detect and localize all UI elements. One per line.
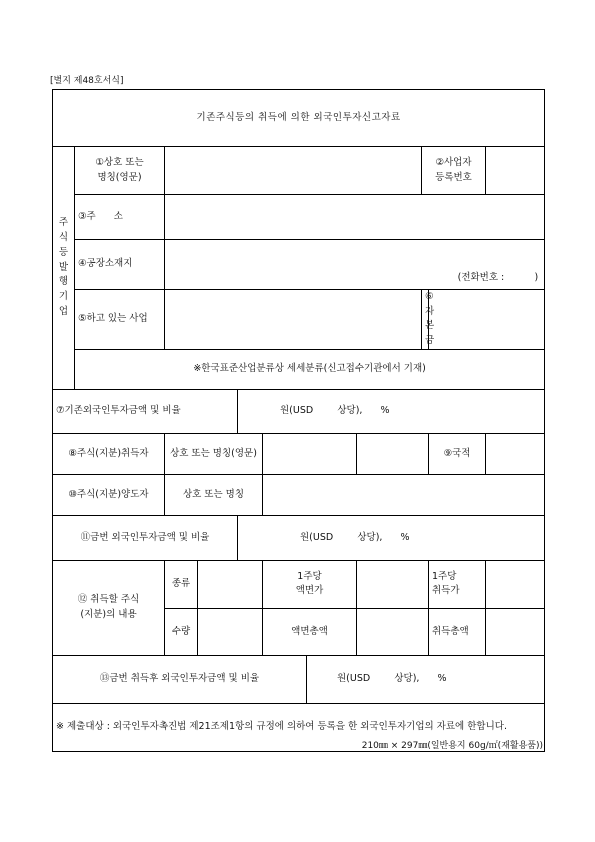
business-reg-label: ②사업자 등록번호	[422, 147, 486, 195]
business-label: ⑤하고 있는 사업	[75, 290, 165, 350]
company-name-field[interactable]	[165, 147, 422, 195]
share-type-field[interactable]	[198, 560, 263, 608]
phone-hint: (전화번호 : )	[457, 272, 539, 284]
post-investment-label: ⑬금번 취득후 외국인투자금액 및 비율	[53, 655, 307, 703]
issuer-section-label: 주 식 등 발 행 기 업	[53, 147, 75, 390]
capital-field[interactable]	[429, 290, 545, 350]
acquirer-name-field[interactable]	[263, 433, 357, 474]
business-reg-field[interactable]	[486, 147, 545, 195]
nationality-label: ⑨국적	[429, 433, 486, 474]
factory-location-field[interactable]	[165, 240, 545, 290]
form-number: [별지 제48호서식]	[50, 76, 124, 86]
par-value-field[interactable]	[357, 560, 429, 608]
acquisition-total-field[interactable]	[486, 608, 545, 655]
price-per-share-field[interactable]	[486, 560, 545, 608]
existing-investment-label: ⑦기존외국인투자금액 및 비율	[53, 389, 238, 433]
report-form	[52, 89, 545, 752]
current-investment-label: ⑪금번 외국인투자금액 및 비율	[53, 515, 238, 560]
quantity-label: 수량	[165, 608, 198, 655]
business-field[interactable]	[165, 290, 422, 350]
par-total-field[interactable]	[357, 608, 429, 655]
share-type-label: 종류	[165, 560, 198, 608]
transferor-name-field[interactable]	[263, 474, 545, 515]
transferor-name-label: 상호 또는 명칭	[165, 474, 263, 515]
submission-note: ※ 제출대상 : 외국인투자촉진법 제21조제1항의 규정에 의하여 등록을 한 외국인투자기업의 자료에 한합니다.	[53, 703, 545, 751]
acquisition-total-label: 취득총액	[429, 608, 486, 655]
address-label: ③주 소	[75, 195, 165, 240]
form-title: 기존주식등의 취득에 의한 외국인투자신고자료	[53, 90, 545, 147]
quantity-field[interactable]	[198, 608, 263, 655]
paper-spec: 210㎜ × 297㎜(일반용지 60g/㎡(재활용품))	[361, 741, 543, 751]
transferor-label: ⑩주식(지분)양도자	[53, 474, 165, 515]
post-investment-field[interactable]: 원(USD 상당), %	[307, 655, 545, 703]
price-per-share-label: 1주당 취득가	[429, 560, 486, 608]
nationality-field[interactable]	[486, 433, 545, 474]
current-investment-field[interactable]: 원(USD 상당), %	[238, 515, 545, 560]
factory-location-label: ④공장소재지	[75, 240, 165, 290]
acquirer-label: ⑧주식(지분)취득자	[53, 433, 165, 474]
industry-classification-note: ※한국표준산업분류상 세세분류(신고접수기관에서 기재)	[75, 349, 545, 389]
capital-label: ⑥자본금	[422, 290, 429, 350]
par-value-label: 1주당 액면가	[263, 560, 357, 608]
par-total-label: 액면총액	[263, 608, 357, 655]
acquirer-extra-field[interactable]	[357, 433, 429, 474]
company-name-label: ①상호 또는 명칭(영문)	[75, 147, 165, 195]
acquirer-name-label: 상호 또는 명칭(영문)	[165, 433, 263, 474]
address-field[interactable]	[165, 195, 545, 240]
existing-investment-field[interactable]: 원(USD 상당), %	[238, 389, 545, 433]
shares-content-label: ⑫ 취득할 주식 (지분)의 내용	[53, 560, 165, 655]
